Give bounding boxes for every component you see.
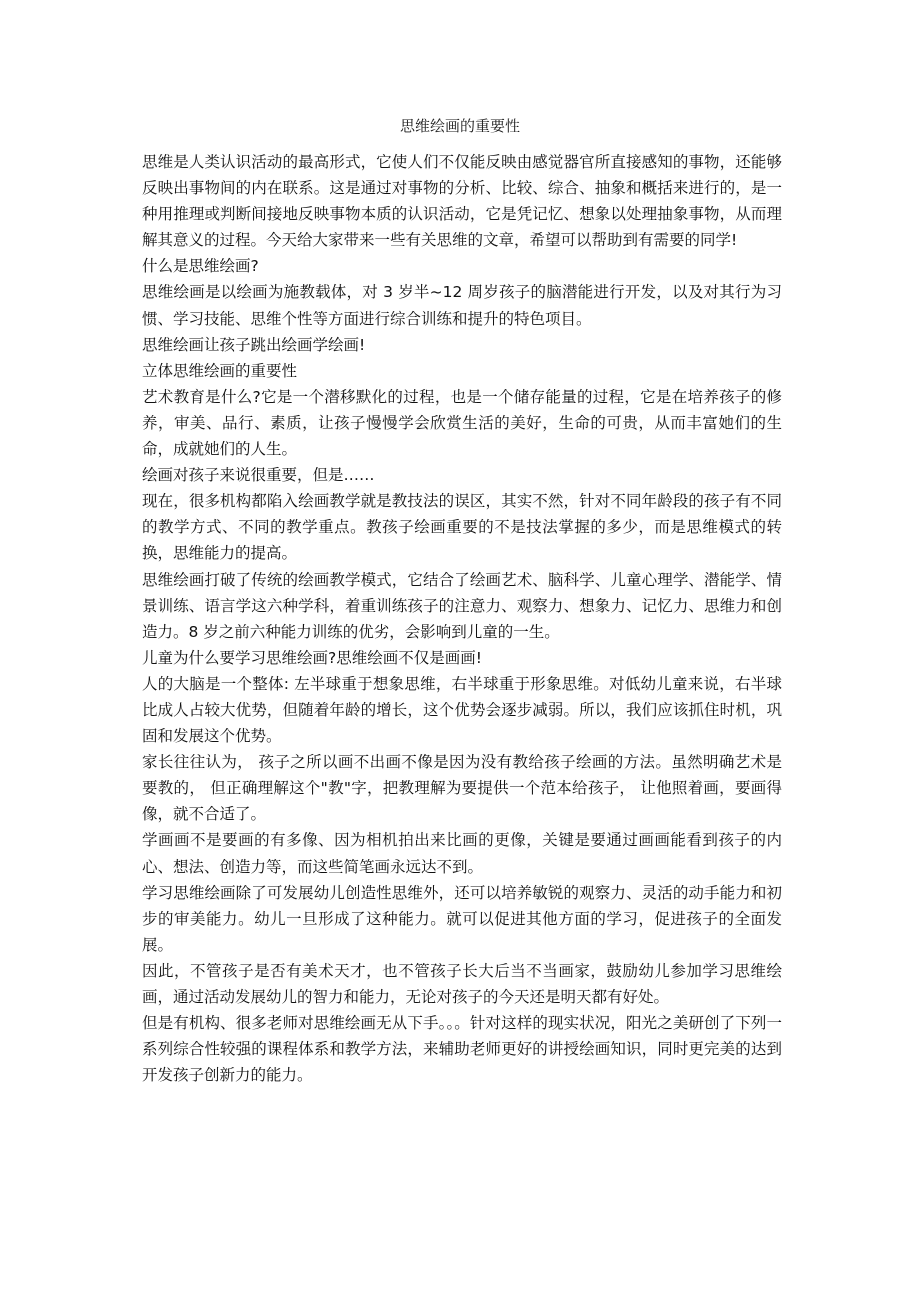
section-heading: 儿童为什么要学习思维绘画?思维绘画不仅是画画! bbox=[142, 648, 482, 667]
paragraph: 学画画不是要画的有多像、因为相机拍出来比画的更像，关键是要通过画画能看到孩子的内心、想法、创造力等，而这些简笔画永远达不到。 bbox=[142, 831, 782, 876]
paragraph: 思维绘画打破了传统的绘画教学模式，它结合了绘画艺术、脑科学、儿童心理学、潜能学、情景训练、语言学这六种学科，着重训练孩子的注意力、观察力、想象力、记忆力、思维力和创造力。8 岁之前六种能力训练的优劣，会影响到儿童的一生。 bbox=[142, 570, 782, 641]
section-heading: 立体思维绘画的重要性 bbox=[142, 361, 298, 380]
paragraph: 但是有机构、很多老师对思维绘画无从下手。。。针对这样的现实状况，阳光之美研创了下列一系列综合性较强的课程体系和教学方法，来辅助老师更好的讲授绘画知识，同时更完美的达到开发孩子创新力的能力。 bbox=[142, 1014, 782, 1085]
paragraph: 绘画对孩子来说很重要，但是…… bbox=[142, 466, 375, 485]
section-heading: 什么是思维绘画? bbox=[142, 257, 259, 276]
paragraph: 思维绘画是以绘画为施教载体，对 3 岁半~12 周岁孩子的脑潜能进行开发，以及对其行为习惯、学习技能、思维个性等方面进行综合训练和提升的特色项目。 bbox=[142, 283, 782, 328]
document-body bbox=[142, 149, 782, 1088]
paragraph: 思维是人类认识活动的最高形式，它使人们不仅能反映由感觉器官所直接感知的事物，还能够反映出事物间的内在联系。这是通过对事物的分析、比较、综合、抽象和概括来进行的，是一种用推理或判断间接地反映事物本质的认识活动，它是凭记忆、想象以处理抽象事物，从而理解其意义的过程。今天给大家带来一些有关思维的文章，希望可以帮助到有需要的同学! bbox=[142, 153, 782, 250]
document-title: 思维绘画的重要性 bbox=[399, 117, 520, 135]
paragraph: 家长往往认为， 孩子之所以画不出画不像是因为没有教给孩子绘画的方法。虽然明确艺术是要教的， 但正确理解这个"教"字，把教理解为要提供一个范本给孩子， 让他照着画，要画得像，就不合适了。 bbox=[142, 753, 782, 824]
paragraph: 现在，很多机构都陷入绘画教学就是教技法的误区，其实不然，针对不同年龄段的孩子有不同的教学方式、不同的教学重点。教孩子绘画重要的不是技法掌握的多少，而是思维模式的转换，思维能力的提高。 bbox=[142, 492, 782, 563]
paragraph: 艺术教育是什么?它是一个潜移默化的过程，也是一个储存能量的过程，它是在培养孩子的修养，审美、品行、素质，让孩子慢慢学会欣赏生活的美好，生命的可贵，从而丰富她们的生命，成就她们的人生。 bbox=[142, 387, 782, 459]
paragraph: 因此，不管孩子是否有美术天才，也不管孩子长大后当不当画家，鼓励幼儿参加学习思维绘画，通过活动发展幼儿的智力和能力，无论对孩子的今天还是明天都有好处。 bbox=[142, 961, 782, 1006]
section-heading: 思维绘画让孩子跳出绘画学绘画! bbox=[142, 335, 366, 354]
paragraph: 学习思维绘画除了可发展幼儿创造性思维外，还可以培养敏锐的观察力、灵活的动手能力和初步的审美能力。幼儿一旦形成了这种能力。就可以促进其他方面的学习，促进孩子的全面发展。 bbox=[142, 883, 782, 954]
paragraph: 人的大脑是一个整体: 左半球重于想象思维，右半球重于形象思维。对低幼儿童来说，右半球比成人占较大优势，但随着年龄的增长，这个优势会逐步减弱。所以，我们应该抓住时机，巩固和发展这个优势。 bbox=[142, 674, 782, 746]
